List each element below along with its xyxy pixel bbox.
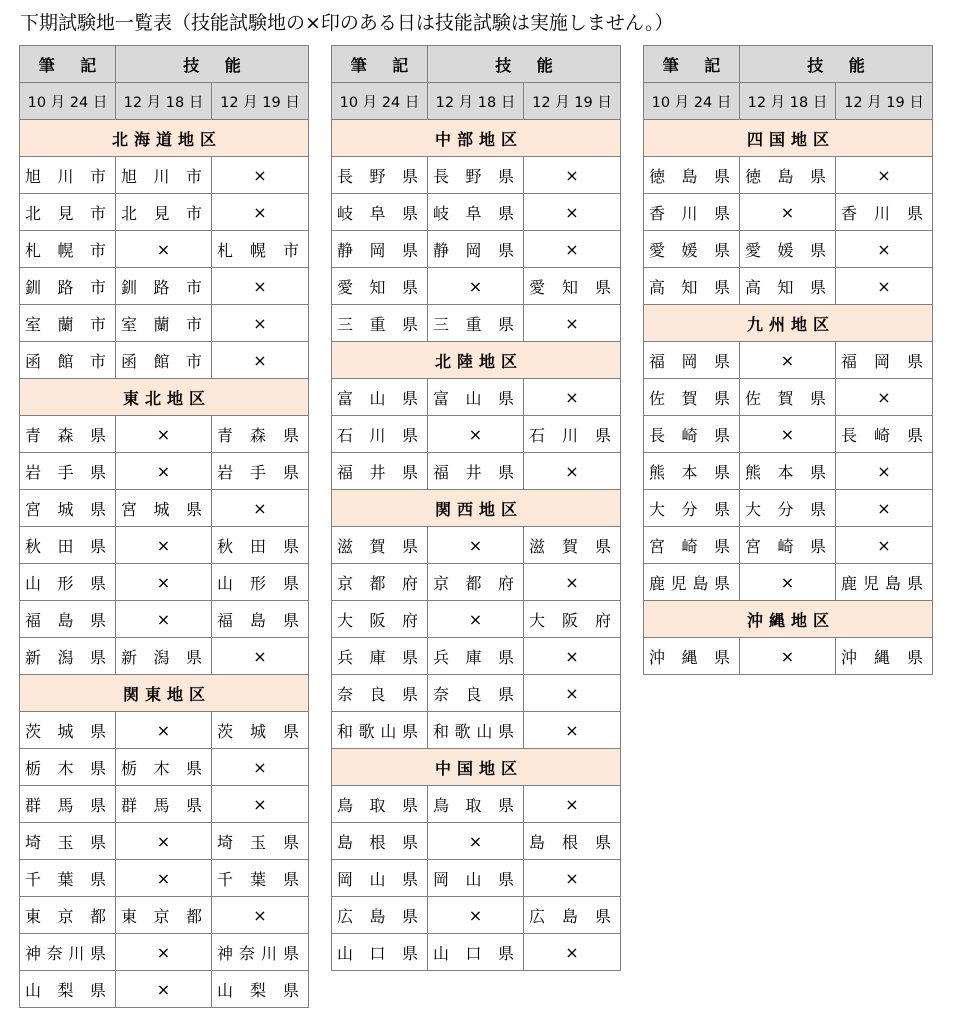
table-row	[20, 527, 309, 564]
written-site-cell: 岐阜県	[332, 194, 428, 231]
table-row	[644, 638, 933, 675]
practical-site-1219-cell: ×	[212, 305, 309, 342]
table-row	[332, 897, 621, 934]
header-date-practical-1: 12 月 18 日	[116, 83, 212, 120]
practical-site-1219-cell: ×	[212, 157, 309, 194]
practical-site-1218-cell: 三重県	[428, 305, 524, 342]
written-site-cell: 石川県	[332, 416, 428, 453]
written-site-cell: 徳島県	[644, 157, 740, 194]
table-row	[20, 305, 309, 342]
practical-site-1218-cell: 愛媛県	[740, 231, 836, 268]
region-name: 九州地区	[644, 305, 933, 342]
table-row	[332, 638, 621, 675]
practical-site-1219-cell: 広島県	[524, 897, 621, 934]
table-row	[332, 823, 621, 860]
practical-site-1218-cell: 室蘭市	[116, 305, 212, 342]
table-row	[332, 305, 621, 342]
table-row	[332, 601, 621, 638]
written-site-cell: 静岡県	[332, 231, 428, 268]
written-site-cell: 愛媛県	[644, 231, 740, 268]
table-row	[332, 157, 621, 194]
practical-site-1218-cell: ×	[740, 342, 836, 379]
written-site-cell: 函館市	[20, 342, 116, 379]
practical-site-1219-cell: ×	[524, 638, 621, 675]
practical-site-1218-cell: 奈良県	[428, 675, 524, 712]
practical-site-1219-cell: 香川県	[836, 194, 933, 231]
header-row-dates	[332, 83, 621, 120]
practical-site-1219-cell: 青森県	[212, 416, 309, 453]
table-row	[332, 527, 621, 564]
written-site-cell: 札幌市	[20, 231, 116, 268]
region-name: 北海道地区	[20, 120, 309, 157]
region-row	[332, 749, 621, 786]
header-date-practical-2: 12 月 19 日	[212, 83, 309, 120]
table-row	[20, 231, 309, 268]
written-site-cell: 長野県	[332, 157, 428, 194]
practical-site-1219-cell: ×	[212, 638, 309, 675]
table-row	[20, 490, 309, 527]
practical-site-1218-cell: ×	[116, 823, 212, 860]
table-row	[644, 342, 933, 379]
header-written: 筆 記	[332, 46, 428, 83]
practical-site-1218-cell: 和歌山県	[428, 712, 524, 749]
practical-site-1219-cell: ×	[524, 157, 621, 194]
table-row	[644, 157, 933, 194]
written-site-cell: 沖縄県	[644, 638, 740, 675]
practical-site-1218-cell: 静岡県	[428, 231, 524, 268]
exam-table-right	[643, 45, 933, 675]
practical-site-1218-cell: 栃木県	[116, 749, 212, 786]
practical-site-1218-cell: 宮城県	[116, 490, 212, 527]
practical-site-1219-cell: ×	[212, 749, 309, 786]
practical-site-1218-cell: ×	[740, 416, 836, 453]
region-row	[20, 675, 309, 712]
written-site-cell: 北見市	[20, 194, 116, 231]
practical-site-1218-cell: 岡山県	[428, 860, 524, 897]
practical-site-1219-cell: ×	[524, 453, 621, 490]
practical-site-1219-cell: ×	[836, 490, 933, 527]
written-site-cell: 山梨県	[20, 971, 116, 1008]
written-site-cell: 山形県	[20, 564, 116, 601]
written-site-cell: 茨城県	[20, 712, 116, 749]
header-row-category	[644, 46, 933, 83]
practical-site-1218-cell: 函館市	[116, 342, 212, 379]
region-row	[20, 120, 309, 157]
table-row	[332, 416, 621, 453]
practical-site-1219-cell: ×	[524, 231, 621, 268]
region-row	[332, 120, 621, 157]
practical-site-1219-cell: ×	[524, 786, 621, 823]
practical-site-1218-cell: 佐賀県	[740, 379, 836, 416]
practical-site-1218-cell: ×	[428, 527, 524, 564]
written-site-cell: 奈良県	[332, 675, 428, 712]
region-row	[20, 379, 309, 416]
exam-table-middle	[331, 45, 621, 971]
practical-site-1218-cell: 群馬県	[116, 786, 212, 823]
practical-site-1218-cell: 山口県	[428, 934, 524, 971]
table-row	[332, 194, 621, 231]
written-site-cell: 釧路市	[20, 268, 116, 305]
table-row	[332, 934, 621, 971]
written-site-cell: 福島県	[20, 601, 116, 638]
written-site-cell: 東京都	[20, 897, 116, 934]
table-row	[20, 601, 309, 638]
practical-site-1219-cell: ×	[836, 231, 933, 268]
region-name: 中国地区	[332, 749, 621, 786]
table-row	[20, 342, 309, 379]
header-practical: 技 能	[740, 46, 933, 83]
practical-site-1218-cell: ×	[116, 416, 212, 453]
practical-site-1218-cell: ×	[116, 564, 212, 601]
practical-site-1218-cell: 京都府	[428, 564, 524, 601]
written-site-cell: 島根県	[332, 823, 428, 860]
region-row	[644, 305, 933, 342]
practical-site-1219-cell: ×	[524, 379, 621, 416]
region-name: 東北地区	[20, 379, 309, 416]
practical-site-1219-cell: ×	[524, 675, 621, 712]
table-row	[644, 527, 933, 564]
practical-site-1219-cell: ×	[836, 268, 933, 305]
written-site-cell: 神奈川県	[20, 934, 116, 971]
practical-site-1219-cell: ×	[212, 194, 309, 231]
practical-site-1218-cell: 岐阜県	[428, 194, 524, 231]
region-row	[332, 342, 621, 379]
region-row	[332, 490, 621, 527]
practical-site-1218-cell: 高知県	[740, 268, 836, 305]
table-row	[644, 194, 933, 231]
written-site-cell: 三重県	[332, 305, 428, 342]
table-row	[20, 453, 309, 490]
practical-site-1219-cell: 秋田県	[212, 527, 309, 564]
header-written: 筆 記	[644, 46, 740, 83]
practical-site-1218-cell: ×	[428, 823, 524, 860]
region-name: 沖縄地区	[644, 601, 933, 638]
practical-site-1218-cell: ×	[740, 638, 836, 675]
practical-site-1218-cell: ×	[116, 971, 212, 1008]
table-row	[644, 231, 933, 268]
table-row	[20, 897, 309, 934]
region-name: 四国地区	[644, 120, 933, 157]
table-row	[20, 749, 309, 786]
table-row	[20, 638, 309, 675]
practical-site-1219-cell: 沖縄県	[836, 638, 933, 675]
table-row	[644, 416, 933, 453]
table-row	[20, 786, 309, 823]
written-site-cell: 富山県	[332, 379, 428, 416]
region-name: 関東地区	[20, 675, 309, 712]
region-row	[644, 601, 933, 638]
practical-site-1218-cell: ×	[116, 860, 212, 897]
practical-site-1218-cell: 鳥取県	[428, 786, 524, 823]
practical-site-1219-cell: ×	[836, 527, 933, 564]
table-row	[332, 564, 621, 601]
header-row-dates	[20, 83, 309, 120]
practical-site-1219-cell: ×	[836, 379, 933, 416]
practical-site-1218-cell: 東京都	[116, 897, 212, 934]
written-site-cell: 福井県	[332, 453, 428, 490]
practical-site-1219-cell: ×	[212, 897, 309, 934]
practical-site-1219-cell: ×	[212, 490, 309, 527]
practical-site-1218-cell: ×	[428, 897, 524, 934]
practical-site-1218-cell: ×	[428, 601, 524, 638]
written-site-cell: 栃木県	[20, 749, 116, 786]
practical-site-1219-cell: 福岡県	[836, 342, 933, 379]
practical-site-1218-cell: 旭川市	[116, 157, 212, 194]
table-row	[20, 971, 309, 1008]
header-written: 筆 記	[20, 46, 116, 83]
practical-site-1219-cell: ×	[212, 342, 309, 379]
written-site-cell: 熊本県	[644, 453, 740, 490]
practical-site-1219-cell: 札幌市	[212, 231, 309, 268]
practical-site-1219-cell: 長崎県	[836, 416, 933, 453]
table-row	[644, 453, 933, 490]
written-site-cell: 鹿児島県	[644, 564, 740, 601]
region-name: 関西地区	[332, 490, 621, 527]
practical-site-1219-cell: 千葉県	[212, 860, 309, 897]
written-site-cell: 岡山県	[332, 860, 428, 897]
written-site-cell: 宮城県	[20, 490, 116, 527]
practical-site-1218-cell: 兵庫県	[428, 638, 524, 675]
table-row	[332, 268, 621, 305]
practical-site-1218-cell: 北見市	[116, 194, 212, 231]
practical-site-1219-cell: ×	[524, 860, 621, 897]
practical-site-1219-cell: ×	[212, 786, 309, 823]
practical-site-1218-cell: ×	[116, 527, 212, 564]
practical-site-1219-cell: 山梨県	[212, 971, 309, 1008]
practical-site-1218-cell: ×	[116, 231, 212, 268]
written-site-cell: 群馬県	[20, 786, 116, 823]
table-row	[644, 490, 933, 527]
practical-site-1218-cell: 新潟県	[116, 638, 212, 675]
header-row-category	[20, 46, 309, 83]
practical-site-1219-cell: 愛知県	[524, 268, 621, 305]
written-site-cell: 広島県	[332, 897, 428, 934]
written-site-cell: 旭川市	[20, 157, 116, 194]
table-row	[20, 268, 309, 305]
written-site-cell: 新潟県	[20, 638, 116, 675]
table-row	[20, 712, 309, 749]
written-site-cell: 山口県	[332, 934, 428, 971]
practical-site-1219-cell: 埼玉県	[212, 823, 309, 860]
region-name: 北陸地区	[332, 342, 621, 379]
page-title: 下期試験地一覧表（技能試験地の×印のある日は技能試験は実施しません。）	[20, 12, 674, 34]
table-row	[20, 934, 309, 971]
practical-site-1218-cell: ×	[116, 453, 212, 490]
practical-site-1218-cell: 釧路市	[116, 268, 212, 305]
region-name: 中部地区	[332, 120, 621, 157]
table-row	[332, 231, 621, 268]
practical-site-1219-cell: ×	[524, 194, 621, 231]
header-date-practical-2: 12 月 19 日	[524, 83, 621, 120]
written-site-cell: 大阪府	[332, 601, 428, 638]
practical-site-1219-cell: ×	[836, 453, 933, 490]
practical-site-1219-cell: 鹿児島県	[836, 564, 933, 601]
practical-site-1219-cell: ×	[212, 268, 309, 305]
header-date-practical-1: 12 月 18 日	[428, 83, 524, 120]
exam-table-left	[19, 45, 309, 1008]
practical-site-1218-cell: 熊本県	[740, 453, 836, 490]
practical-site-1218-cell: 大分県	[740, 490, 836, 527]
written-site-cell: 京都府	[332, 564, 428, 601]
header-row-category	[332, 46, 621, 83]
written-site-cell: 埼玉県	[20, 823, 116, 860]
header-date-written: 10 月 24 日	[644, 83, 740, 120]
written-site-cell: 長崎県	[644, 416, 740, 453]
table-row	[332, 379, 621, 416]
header-date-practical-2: 12 月 19 日	[836, 83, 933, 120]
practical-site-1219-cell: 茨城県	[212, 712, 309, 749]
practical-site-1218-cell: 徳島県	[740, 157, 836, 194]
practical-site-1218-cell: ×	[428, 268, 524, 305]
header-date-written: 10 月 24 日	[20, 83, 116, 120]
written-site-cell: 大分県	[644, 490, 740, 527]
practical-site-1219-cell: 滋賀県	[524, 527, 621, 564]
written-site-cell: 鳥取県	[332, 786, 428, 823]
practical-site-1218-cell: ×	[428, 416, 524, 453]
table-row	[20, 416, 309, 453]
header-row-dates	[644, 83, 933, 120]
written-site-cell: 滋賀県	[332, 527, 428, 564]
practical-site-1219-cell: 岩手県	[212, 453, 309, 490]
table-row	[20, 564, 309, 601]
practical-site-1219-cell: 山形県	[212, 564, 309, 601]
table-row	[332, 786, 621, 823]
practical-site-1219-cell: ×	[836, 157, 933, 194]
written-site-cell: 高知県	[644, 268, 740, 305]
header-date-practical-1: 12 月 18 日	[740, 83, 836, 120]
header-practical: 技 能	[428, 46, 621, 83]
header-practical: 技 能	[116, 46, 309, 83]
table-row	[332, 860, 621, 897]
table-row	[332, 712, 621, 749]
table-row	[20, 194, 309, 231]
written-site-cell: 室蘭市	[20, 305, 116, 342]
written-site-cell: 岩手県	[20, 453, 116, 490]
written-site-cell: 青森県	[20, 416, 116, 453]
header-date-written: 10 月 24 日	[332, 83, 428, 120]
written-site-cell: 宮崎県	[644, 527, 740, 564]
table-row	[644, 564, 933, 601]
practical-site-1218-cell: ×	[740, 564, 836, 601]
table-row	[644, 379, 933, 416]
practical-site-1218-cell: 宮崎県	[740, 527, 836, 564]
written-site-cell: 秋田県	[20, 527, 116, 564]
region-row	[644, 120, 933, 157]
written-site-cell: 和歌山県	[332, 712, 428, 749]
practical-site-1218-cell: ×	[116, 934, 212, 971]
written-site-cell: 千葉県	[20, 860, 116, 897]
practical-site-1219-cell: ×	[524, 934, 621, 971]
written-site-cell: 福岡県	[644, 342, 740, 379]
practical-site-1218-cell: 富山県	[428, 379, 524, 416]
table-row	[20, 157, 309, 194]
written-site-cell: 兵庫県	[332, 638, 428, 675]
practical-site-1219-cell: ×	[524, 305, 621, 342]
written-site-cell: 愛知県	[332, 268, 428, 305]
practical-site-1219-cell: 大阪府	[524, 601, 621, 638]
practical-site-1219-cell: ×	[524, 712, 621, 749]
practical-site-1218-cell: ×	[116, 712, 212, 749]
practical-site-1219-cell: 神奈川県	[212, 934, 309, 971]
practical-site-1219-cell: 福島県	[212, 601, 309, 638]
practical-site-1218-cell: 長野県	[428, 157, 524, 194]
practical-site-1219-cell: ×	[524, 564, 621, 601]
practical-site-1218-cell: ×	[740, 194, 836, 231]
practical-site-1219-cell: 島根県	[524, 823, 621, 860]
table-row	[332, 453, 621, 490]
table-row	[332, 675, 621, 712]
practical-site-1218-cell: 福井県	[428, 453, 524, 490]
written-site-cell: 香川県	[644, 194, 740, 231]
practical-site-1218-cell: ×	[116, 601, 212, 638]
practical-site-1219-cell: 石川県	[524, 416, 621, 453]
written-site-cell: 佐賀県	[644, 379, 740, 416]
table-row	[20, 860, 309, 897]
table-row	[20, 823, 309, 860]
table-row	[644, 268, 933, 305]
